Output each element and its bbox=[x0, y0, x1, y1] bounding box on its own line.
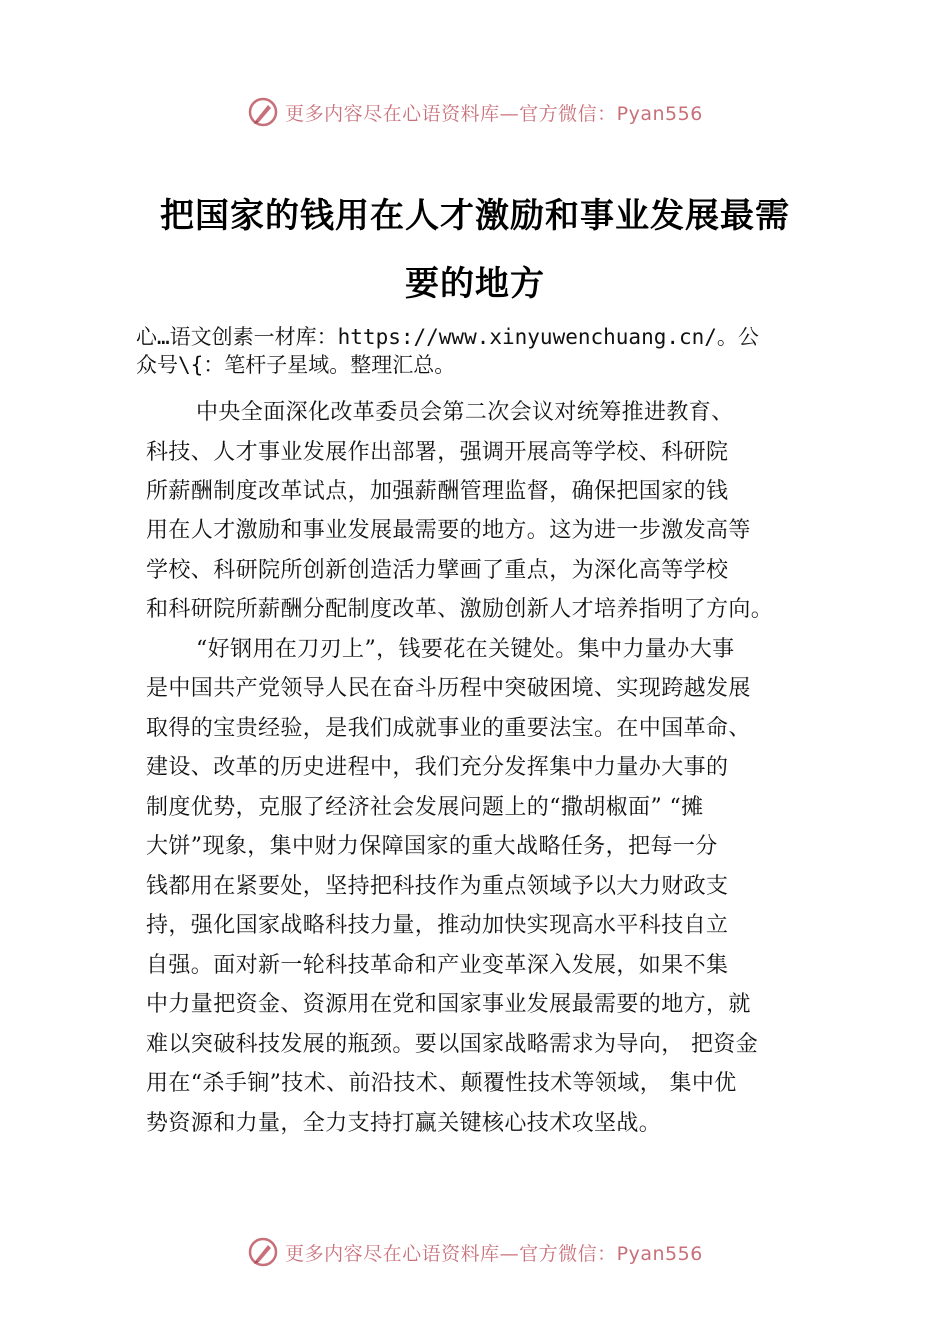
body-line: 学校、科研院所创新创造活力擘画了重点，为深化高等学校 bbox=[146, 558, 729, 583]
body-line: 势资源和力量，全力支持打赢关键核心技术攻坚战。 bbox=[146, 1111, 662, 1136]
body-line: 自强。面对新一轮科技革命和产业变革深入发展，如果不集 bbox=[146, 953, 729, 978]
watermark-text-cn: 更多内容尽在心语资料库—官方微信： bbox=[285, 1242, 617, 1265]
pen-logo-icon bbox=[247, 96, 279, 128]
source-line-2: 众号\{：笔杆子星域。整理汇总。 bbox=[136, 353, 456, 377]
body-line: 大饼”现象，集中财力保障国家的重大战略任务，把每一分 bbox=[146, 834, 718, 859]
body-line: 持，强化国家战略科技力量，推动加快实现高水平科技自立 bbox=[146, 913, 729, 938]
watermark-text bbox=[285, 99, 703, 126]
body-line: 中央全面深化改革委员会第二次会议对统筹推进教育、 bbox=[196, 400, 734, 425]
source-line-1: 心…语文创素一材库：https://www.xinyuwenchuang.cn/。公 bbox=[136, 325, 759, 349]
document-title-line-2: 要的地方 bbox=[405, 264, 545, 304]
header-watermark bbox=[0, 96, 950, 128]
body-line: 钱都用在紧要处，坚持把科技作为重点领域予以大力财政支 bbox=[146, 874, 729, 899]
document-title-line-1: 把国家的钱用在人才激励和事业发展最需 bbox=[160, 196, 790, 236]
body-line: 所薪酬制度改革试点，加强薪酬管理监督，确保把国家的钱 bbox=[146, 479, 729, 504]
body-line: 用在人才激励和事业发展最需要的地方。这为进一步激发高等 bbox=[146, 518, 751, 543]
footer-watermark bbox=[0, 1236, 950, 1268]
body-line: 制度优势，克服了经济社会发展问题上的“撒胡椒面” “摊 bbox=[146, 795, 704, 820]
body-line: 取得的宝贵经验，是我们成就事业的重要法宝。在中国革命、 bbox=[146, 716, 751, 741]
body-line: 和科研院所薪酬分配制度改革、激励创新人才培养指明了方向。 bbox=[146, 597, 774, 622]
body-line: 是中国共产党领导人民在奋斗历程中突破困境、实现跨越发展 bbox=[146, 676, 751, 701]
body-line: 难以突破科技发展的瓶颈。要以国家战略需求为导向， 把资金 bbox=[146, 1032, 759, 1057]
body-line: 用在“杀手锏”技术、前沿技术、颠覆性技术等领域， 集中优 bbox=[146, 1071, 737, 1096]
body-line: 建设、改革的历史进程中，我们充分发挥集中力量办大事的 bbox=[146, 755, 729, 780]
watermark-text-cn: 更多内容尽在心语资料库—官方微信： bbox=[285, 102, 617, 125]
body-line: “好钢用在刀刃上”，钱要花在关键处。集中力量办大事 bbox=[196, 637, 735, 662]
watermark-text-latin: Pyan556 bbox=[616, 102, 703, 125]
watermark-text bbox=[285, 1239, 703, 1266]
body-line: 中力量把资金、资源用在党和国家事业发展最需要的地方，就 bbox=[146, 992, 751, 1017]
pen-logo-icon bbox=[247, 1236, 279, 1268]
body-line: 科技、人才事业发展作出部署，强调开展高等学校、科研院 bbox=[146, 440, 729, 465]
watermark-text-latin: Pyan556 bbox=[616, 1242, 703, 1265]
